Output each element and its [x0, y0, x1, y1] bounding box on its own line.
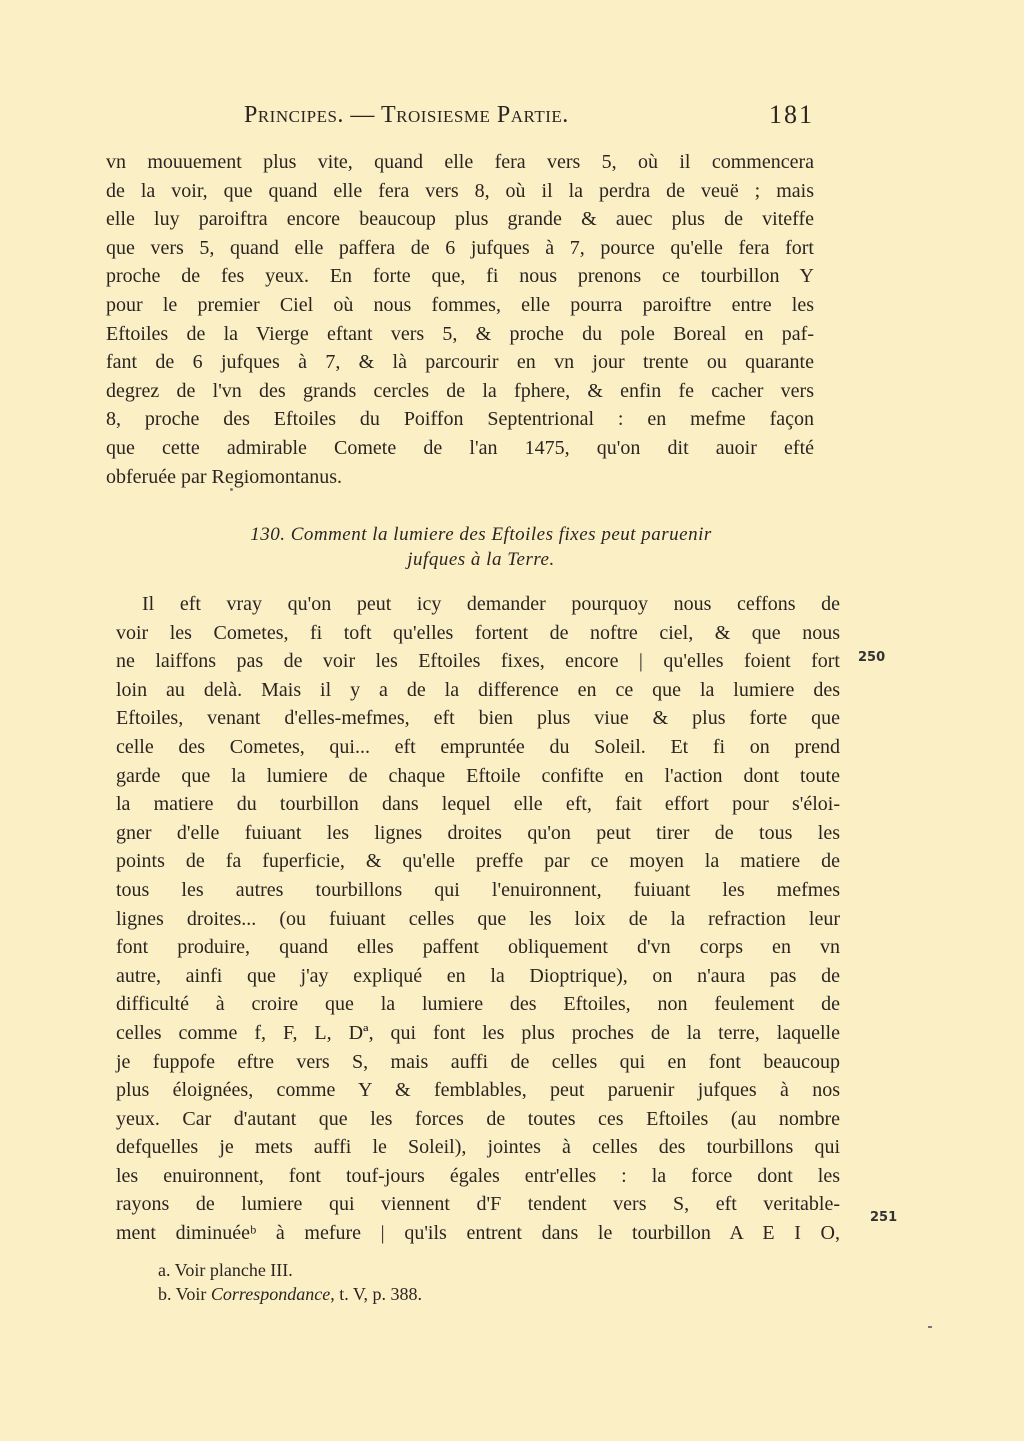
text-line: fant de 6 jufques à 7, & là parcourir en vn jour trente ou quarante [106, 351, 814, 374]
text-line: font produire, quand elles paffent obliquement d'vn corps en vn [116, 936, 840, 959]
margin-line-number: 251 [870, 1210, 898, 1225]
text-line: rayons de lumiere qui viennent d'F tendent vers S, eft veritable- [116, 1193, 840, 1216]
footnote-b-title: Correspondance [210, 1284, 331, 1304]
footnote-b [158, 1282, 422, 1306]
text-line: yeux. Car d'autant que les forces de toutes ces Eftoiles (au nombre [116, 1107, 840, 1130]
paragraph-130 [116, 590, 840, 1248]
text-line: Eftoiles, venant d'elles-mefmes, eft bien plus viue & plus forte que [116, 707, 840, 730]
page-number: 181 [769, 100, 814, 129]
text-line: difficulté à croire que la lumiere des Eftoiles, non feulement de [116, 993, 840, 1016]
page-speck [928, 1326, 932, 1328]
text-line: garde que la lumiere de chaque Eftoile confifte en l'action dont toute [116, 764, 840, 787]
text-line: points de fa fuperficie, & qu'elle preffe par ce moyen la matiere de [116, 850, 840, 873]
text-line: pour le premier Ciel où nous fommes, elle pourra paroiftre entre les [106, 293, 814, 316]
margin-line-number: 250 [858, 650, 886, 665]
section-heading-line: 130. Comment la lumiere des Eftoiles fixes peut paruenir [250, 524, 712, 545]
footnotes [158, 1258, 422, 1306]
text-line: plus éloignées, comme Y & femblables, peut paruenir jufques à nos [116, 1079, 840, 1102]
page-speck [230, 488, 233, 491]
text-line: 8, proche des Eftoiles du Poiffon Septentrional : en mefme façon [106, 408, 814, 431]
text-line: defquelles je mets auffi le Soleil), jointes à celles des tourbillons qui [116, 1136, 840, 1159]
text-line: Il eft vray qu'on peut icy demander pourquoy nous ceffons de [142, 593, 840, 615]
footnote-b-prefix: b. Voir [158, 1284, 211, 1304]
text-line: elle luy paroiftra encore beaucoup plus grande & auec plus de viteffe [106, 208, 814, 231]
paragraph-continuation [106, 148, 814, 491]
text-line: je fuppofe eftre vers S, mais auffi de celles qui en font beaucoup [116, 1050, 840, 1073]
text-line: les enuironnent, font touf-jours égales entr'elles : la force dont les [116, 1164, 840, 1187]
text-line: ment diminuéeᵇ à mefure | qu'ils entrent dans le tourbillon A E I O, [116, 1222, 840, 1245]
text-line: Eftoiles de la Vierge eftant vers 5, & proche du pole Boreal en paf- [106, 322, 814, 345]
text-line: lignes droites... (ou fuiuant celles que les loix de la refraction leur [116, 907, 840, 930]
text-line: obferuée par Regiomontanus. [106, 465, 343, 488]
text-line: ne laiffons pas de voir les Eftoiles fixes, encore | qu'elles foient fort [116, 650, 840, 673]
text-line: que vers 5, quand elle paffera de 6 jufques à 7, pource qu'elle fera fort [106, 236, 814, 259]
text-line: loin au delà. Mais il y a de la difference en ce que la lumiere des [116, 678, 840, 701]
text-line: tous les autres tourbillons qui l'enuironnent, fuiuant les mefmes [116, 878, 840, 901]
text-line: celles comme f, F, L, Dª, qui font les plus proches de la terre, laquelle [116, 1021, 840, 1044]
section-heading-line: jufques à la Terre. [407, 549, 555, 570]
running-title: Principes. — Troisiesme Partie. [244, 102, 569, 128]
text-line: autre, ainfi que j'ay expliqué en la Dioptrique), on n'aura pas de [116, 964, 840, 987]
running-head [244, 100, 814, 134]
text-line: voir les Cometes, fi toft qu'elles fortent de noftre ciel, & que nous [116, 621, 840, 644]
text-line: celle des Cometes, qui... eft empruntée du Soleil. Et fi on prend [116, 735, 840, 758]
footnote-b-suffix: , t. V, p. 388. [330, 1284, 423, 1304]
section-heading [106, 522, 856, 572]
text-line: que cette admirable Comete de l'an 1475, qu'on dit auoir efté [106, 436, 814, 459]
text-line: degrez de l'vn des grands cercles de la fphere, & enfin fe cacher vers [106, 379, 814, 402]
text-line: la matiere du tourbillon dans lequel elle eft, fait effort pour s'éloi- [116, 793, 840, 816]
text-line: gner d'elle fuiuant les lignes droites qu'on peut tirer de tous les [116, 821, 840, 844]
text-line: proche de fes yeux. En forte que, fi nous prenons ce tourbillon Y [106, 265, 814, 288]
footnote-a: a. Voir planche III. [158, 1260, 293, 1280]
text-line: de la voir, que quand elle fera vers 8, où il la perdra de veuë ; mais [106, 179, 814, 202]
text-line: vn mouuement plus vite, quand elle fera vers 5, où il commencera [106, 151, 814, 173]
